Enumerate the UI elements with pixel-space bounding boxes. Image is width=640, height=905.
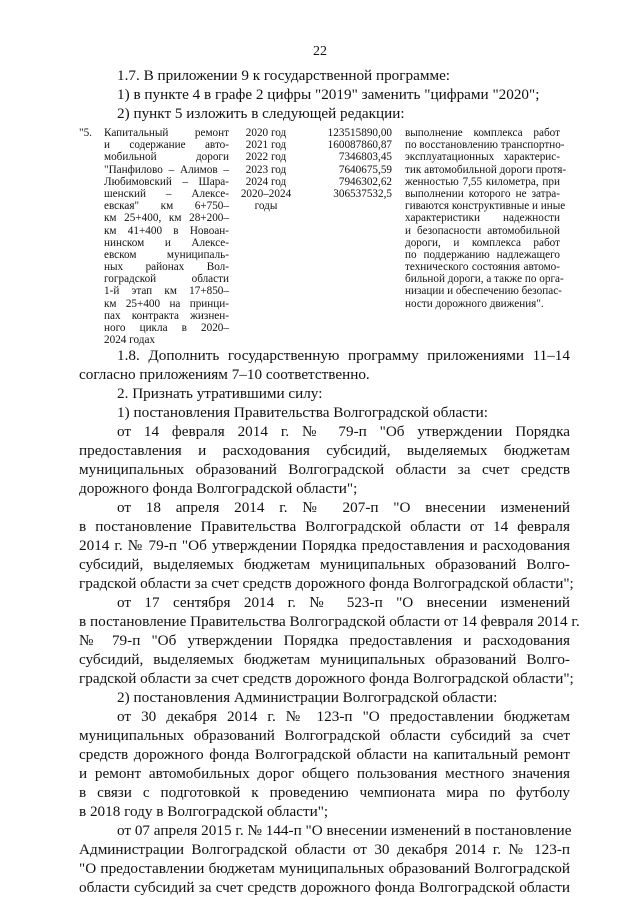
body-line: в постановление Правительства Волгоградской области от 14 февраля 2014 г. (79, 613, 580, 630)
result-line: технического состояния автомо- (405, 261, 560, 274)
year-cell: 2020 год (245, 127, 287, 139)
year-cell: 2022 год (245, 151, 287, 164)
body-line: субсидий, выделяемых бюджетам муниципальных образований Волго- (79, 651, 570, 668)
name-line: евская" км 6+750– (104, 200, 229, 213)
result-line: характеристики надежности (405, 212, 560, 225)
name-line: 2024 годах (104, 334, 156, 347)
body-line: от 14 февраля 2014 г. № 79-п "Об утверждении Порядка (117, 423, 570, 440)
year-cell: 2023 год (245, 163, 287, 176)
name-line: гоградской области (104, 273, 229, 286)
result-line: выполнении которого не затра- (405, 187, 560, 200)
body-line: средств дорожного фонда Волгоградской области на капитальный ремонт (79, 746, 570, 763)
body-line: муниципальных образований Волгоградской области субсидий за счет (79, 727, 570, 744)
year-cell: 2024 год (245, 175, 287, 188)
year-cell: 2020–2024 (240, 187, 292, 200)
result-line: по поддержанию надлежащего (405, 248, 560, 261)
amount-cell: 7346803,45 (338, 151, 392, 164)
result-line: тик автомобильной дороги протя- (405, 163, 567, 176)
name-line: шенский – Алексе- (104, 187, 229, 200)
table-amounts-column (302, 127, 392, 200)
name-line: и содержание авто- (104, 139, 229, 152)
body-line: Администрации Волгоградской области от 30 декабря 2014 г. № 123-п (79, 841, 570, 858)
intro-line: 2) пункт 5 изложить в следующей редакции: (117, 105, 405, 122)
name-line: "Панфилово – Алимов – (104, 163, 229, 176)
amount-cell: 7946302,62 (338, 175, 392, 188)
name-line: км 25+400 на принци- (104, 297, 229, 310)
body-line: № 79-п "Об утверждении Порядка предоставления и расходования (79, 632, 570, 649)
result-line: ности дорожного движения". (405, 297, 544, 310)
body-line: 2. Признать утратившими силу: (117, 385, 323, 402)
body-line: в связи с подготовкой к проведению чемпионата мира по футболу (79, 784, 570, 801)
body-line: предоставления и расходования субсидий, выделяемых бюджетам (79, 442, 570, 459)
body-line: в постановление Правительства Волгоградской области от 14 февраля (79, 518, 570, 535)
year-cell: годы (254, 200, 278, 213)
amount-cell: 7640675,59 (338, 163, 392, 176)
result-line: низации и обеспечению безопас- (405, 285, 562, 298)
body-line: дорожного фонда Волгоградской области"; (79, 480, 358, 497)
body-line: градской области за счет средств дорожного фонда Волгоградской области"; (79, 575, 574, 592)
result-line: гиваются конструктивные и иные (405, 200, 566, 213)
table-years-column (235, 127, 297, 212)
result-line: эксплуатационных характерис- (405, 151, 560, 164)
table-row-number: "5. (79, 127, 92, 139)
table-name-column (104, 127, 229, 346)
amount-cell: 160087860,87 (327, 139, 392, 152)
body-line: от 07 апреля 2015 г. № 144-п "О внесении изменений в постановление (117, 822, 572, 839)
name-line: км 41+400 в Новоан- (104, 224, 229, 237)
result-line: по восстановлению транспортно- (405, 139, 565, 152)
body-line: от 30 декабря 2014 г. № 123-п "О предоставлении бюджетам (117, 708, 570, 725)
intro-line: 1.7. В приложении 9 к государственной программе: (117, 67, 451, 84)
year-cell: 2021 год (245, 139, 287, 152)
table-result-column (405, 127, 567, 310)
name-line: ного цикла в 2020– (104, 322, 229, 334)
body-line: градской области за счет средств дорожного фонда Волгоградской области"; (79, 670, 574, 687)
body-line: согласно приложениям 7–10 соответственно. (79, 366, 370, 383)
name-line: евском муниципаль- (104, 248, 229, 261)
page-number: 22 (313, 44, 327, 59)
name-line: мобильной дороги (104, 151, 229, 164)
result-line: и безопасности автомобильной (405, 224, 560, 237)
body-line: области субсидий за счет средств дорожного фонда Волгоградской области (79, 879, 570, 896)
body-line: в 2018 году в Волгоградской области"; (79, 803, 329, 820)
body-line: 2014 г. № 79-п "Об утверждении Порядка предоставления и расходования (79, 537, 570, 554)
result-line: бильной дороги, а также по орга- (405, 273, 564, 286)
name-line: пах контракта жизнен- (104, 309, 229, 322)
body-line: "О предоставлении бюджетам муниципальных образований Волгоградской (79, 860, 570, 877)
body-line: муниципальных образований Волгоградской области за счет средств (79, 461, 570, 478)
result-line: выполнение комплекса работ (405, 127, 560, 139)
amount-cell: 306537532,5 (333, 187, 392, 200)
name-line: км 25+400, км 28+200– (104, 212, 229, 225)
body-line: 1) постановления Правительства Волгоградской области: (117, 404, 488, 421)
result-line: дороги, и комплекса работ (405, 236, 560, 249)
name-line: 1-й этап км 17+850– (104, 285, 229, 298)
body-line: 1.8. Дополнить государственную программу приложениями 11–14 (117, 347, 570, 364)
name-line: Любимовский – Шара- (104, 175, 229, 188)
intro-line: 1) в пункте 4 в графе 2 цифры "2019" заменить "цифрами "2020"; (117, 86, 540, 103)
amount-cell: 123515890,00 (327, 127, 392, 139)
body-line: и ремонт автомобильных дорог общего пользования местного значения (79, 765, 570, 782)
body-line: от 18 апреля 2014 г. № 207-п "О внесении изменений (117, 499, 570, 516)
result-line: женностью 7,55 километра, при (405, 175, 560, 188)
body-line: от 17 сентября 2014 г. № 523-п "О внесении изменений (117, 594, 570, 611)
body-line: 2) постановления Администрации Волгоградской области: (117, 689, 498, 706)
body-line: субсидий, выделяемых бюджетам муниципальных образований Волго- (79, 556, 570, 573)
name-line: Капитальный ремонт (104, 127, 229, 139)
name-line: нинском и Алексе- (104, 236, 229, 249)
name-line: ных районах Вол- (104, 261, 229, 274)
